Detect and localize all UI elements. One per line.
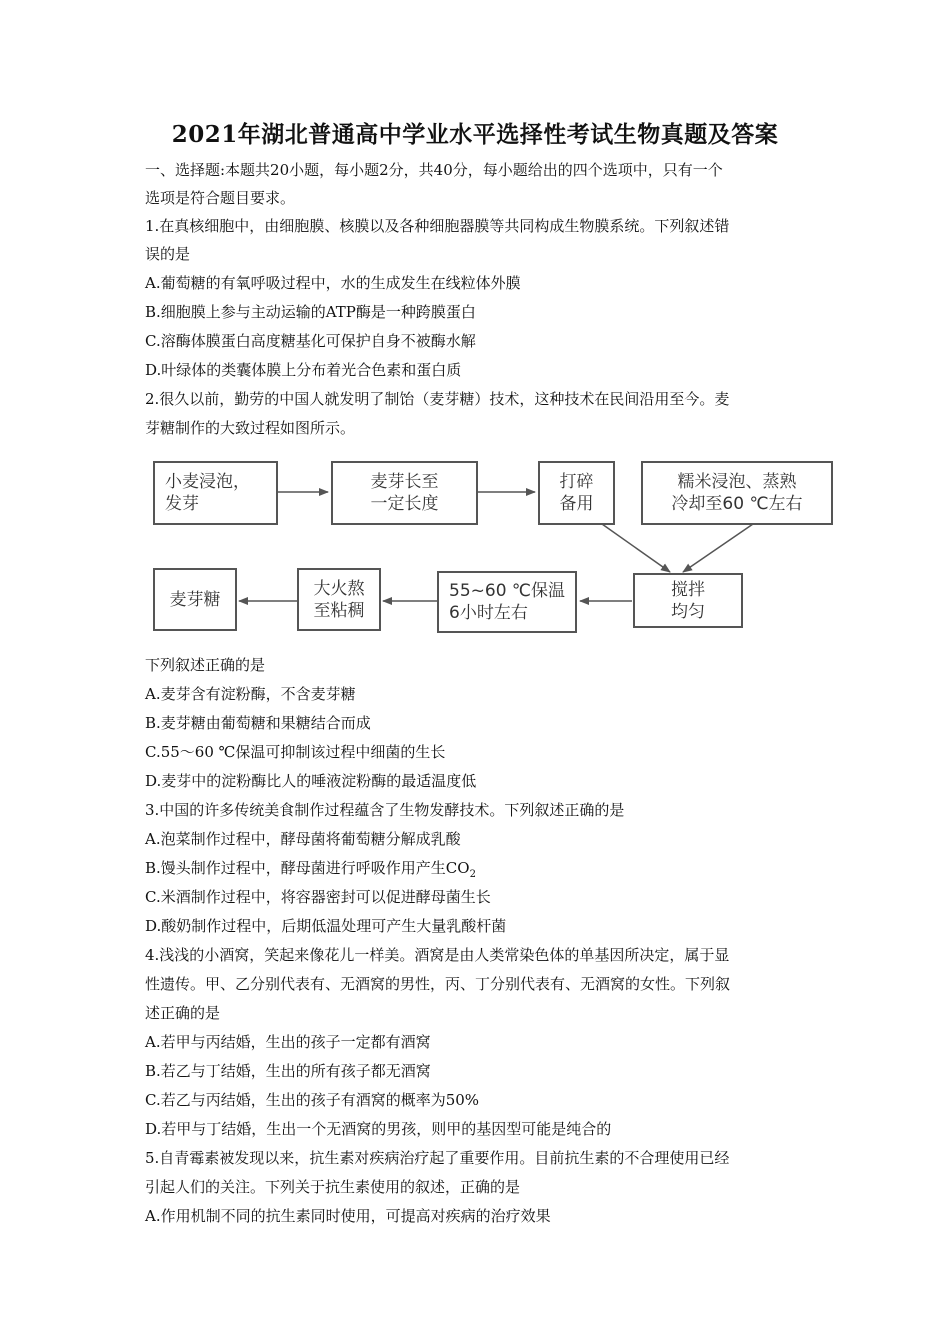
q2-option-a: A.麦芽含有淀粉酶，不含麦芽糖 (145, 685, 356, 703)
q1-option-a: A.葡萄糖的有氧呼吸过程中，水的生成发生在线粒体外膜 (145, 274, 521, 292)
q5-option-a: A.作用机制不同的抗生素同时使用，可提高对疾病的治疗效果 (145, 1207, 551, 1225)
q3-option-d: D.酸奶制作过程中，后期低温处理可产生大量乳酸杆菌 (145, 917, 507, 935)
arrow-crush-to-stir (602, 524, 670, 572)
q4-option-b: B.若乙与丁结婚，生出的所有孩子都无酒窝 (145, 1062, 431, 1080)
q2-option-b: B.麦芽糖由葡萄糖和果糖结合而成 (145, 714, 371, 732)
q4-option-c: C.若乙与丙结婚，生出的孩子有酒窝的概率为50% (145, 1091, 480, 1109)
step-maltose: 麦芽糖 (153, 568, 237, 631)
q4-stem-line-2: 性遗传。甲、乙分别代表有、无酒窝的男性，丙、丁分别代表有、无酒窝的女性。下列叙 (145, 975, 731, 993)
q4-stem-line-1: 4.浅浅的小酒窝，笑起来像花儿一样美。酒窝是由人类常染色体的单基因所决定，属于显 (145, 946, 730, 964)
section-instructions-line-1: 一、选择题:本题共20小题，每小题2分，共40分，每小题给出的四个选项中，只有一个 (145, 161, 723, 179)
q3-option-b-text: B.馒头制作过程中，酵母菌进行呼吸作用产生CO (145, 859, 470, 877)
page-title: 2021年湖北普通高中学业水平选择性考试生物真题及答案 (171, 121, 779, 148)
q3-option-b (145, 858, 810, 885)
q2-stem-line-1: 2.很久以前，勤劳的中国人就发明了制饴（麦芽糖）技术，这种技术在民间沿用至今。麦 (145, 390, 730, 408)
q2-option-d: D.麦芽中的淀粉酶比人的唾液淀粉酶的最适温度低 (145, 772, 477, 790)
q2-prompt: 下列叙述正确的是 (145, 656, 266, 674)
q3-stem: 3.中国的许多传统美食制作过程蕴含了生物发酵技术。下列叙述正确的是 (145, 801, 625, 819)
q5-stem-line-1: 5.自青霉素被发现以来，抗生素对疾病治疗起了重要作用。目前抗生素的不合理使用已经 (145, 1149, 730, 1167)
q4-option-a: A.若甲与丙结婚，生出的孩子一定都有酒窝 (145, 1033, 431, 1051)
section-instructions-line-2: 选项是符合题目要求。 (145, 189, 296, 207)
q3-option-a: A.泡菜制作过程中，酵母菌将葡萄糖分解成乳酸 (145, 830, 461, 848)
step-soak-wheat: 小麦浸泡， 发芽 (153, 461, 278, 525)
step-keep-warm: 55~60 ℃保温 6小时左右 (437, 571, 577, 633)
q1-option-b: B.细胞膜上参与主动运输的ATP酶是一种跨膜蛋白 (145, 303, 476, 321)
q1-option-d: D.叶绿体的类囊体膜上分布着光合色素和蛋白质 (145, 361, 462, 379)
q2-stem-line-2: 芽糖制作的大致过程如图所示。 (145, 419, 356, 437)
arrow-rice-to-stir (683, 524, 753, 572)
q5-stem-line-2: 引起人们的关注。下列关于抗生素使用的叙述，正确的是 (145, 1178, 521, 1196)
step-grow-malt: 麦芽长至 一定长度 (331, 461, 478, 525)
q1-option-c: C.溶酶体膜蛋白高度糖基化可保护自身不被酶水解 (145, 332, 476, 350)
q1-stem-line-1: 1.在真核细胞中，由细胞膜、核膜以及各种细胞器膜等共同构成生物膜系统。下列叙述错 (145, 217, 730, 235)
q3-option-c: C.米酒制作过程中，将容器密封可以促进酵母菌生长 (145, 888, 491, 906)
step-boil: 大火熬 至粘稠 (297, 568, 381, 631)
maltose-process-diagram (145, 452, 845, 647)
step-rice-steam: 糯米浸泡、蒸熟 冷却至60 ℃左右 (641, 461, 833, 525)
q4-option-d: D.若甲与丁结婚，生出一个无酒窝的男孩，则甲的基因型可能是纯合的 (145, 1120, 612, 1138)
step-crush: 打碎 备用 (538, 461, 615, 525)
step-stir: 搅拌 均匀 (633, 573, 743, 628)
q3-option-b-subscript: 2 (469, 869, 476, 880)
q4-stem-line-3: 述正确的是 (145, 1004, 221, 1022)
q2-option-c: C.55～60 ℃保温可抑制该过程中细菌的生长 (145, 743, 446, 761)
q1-stem-line-2: 误的是 (145, 245, 191, 263)
